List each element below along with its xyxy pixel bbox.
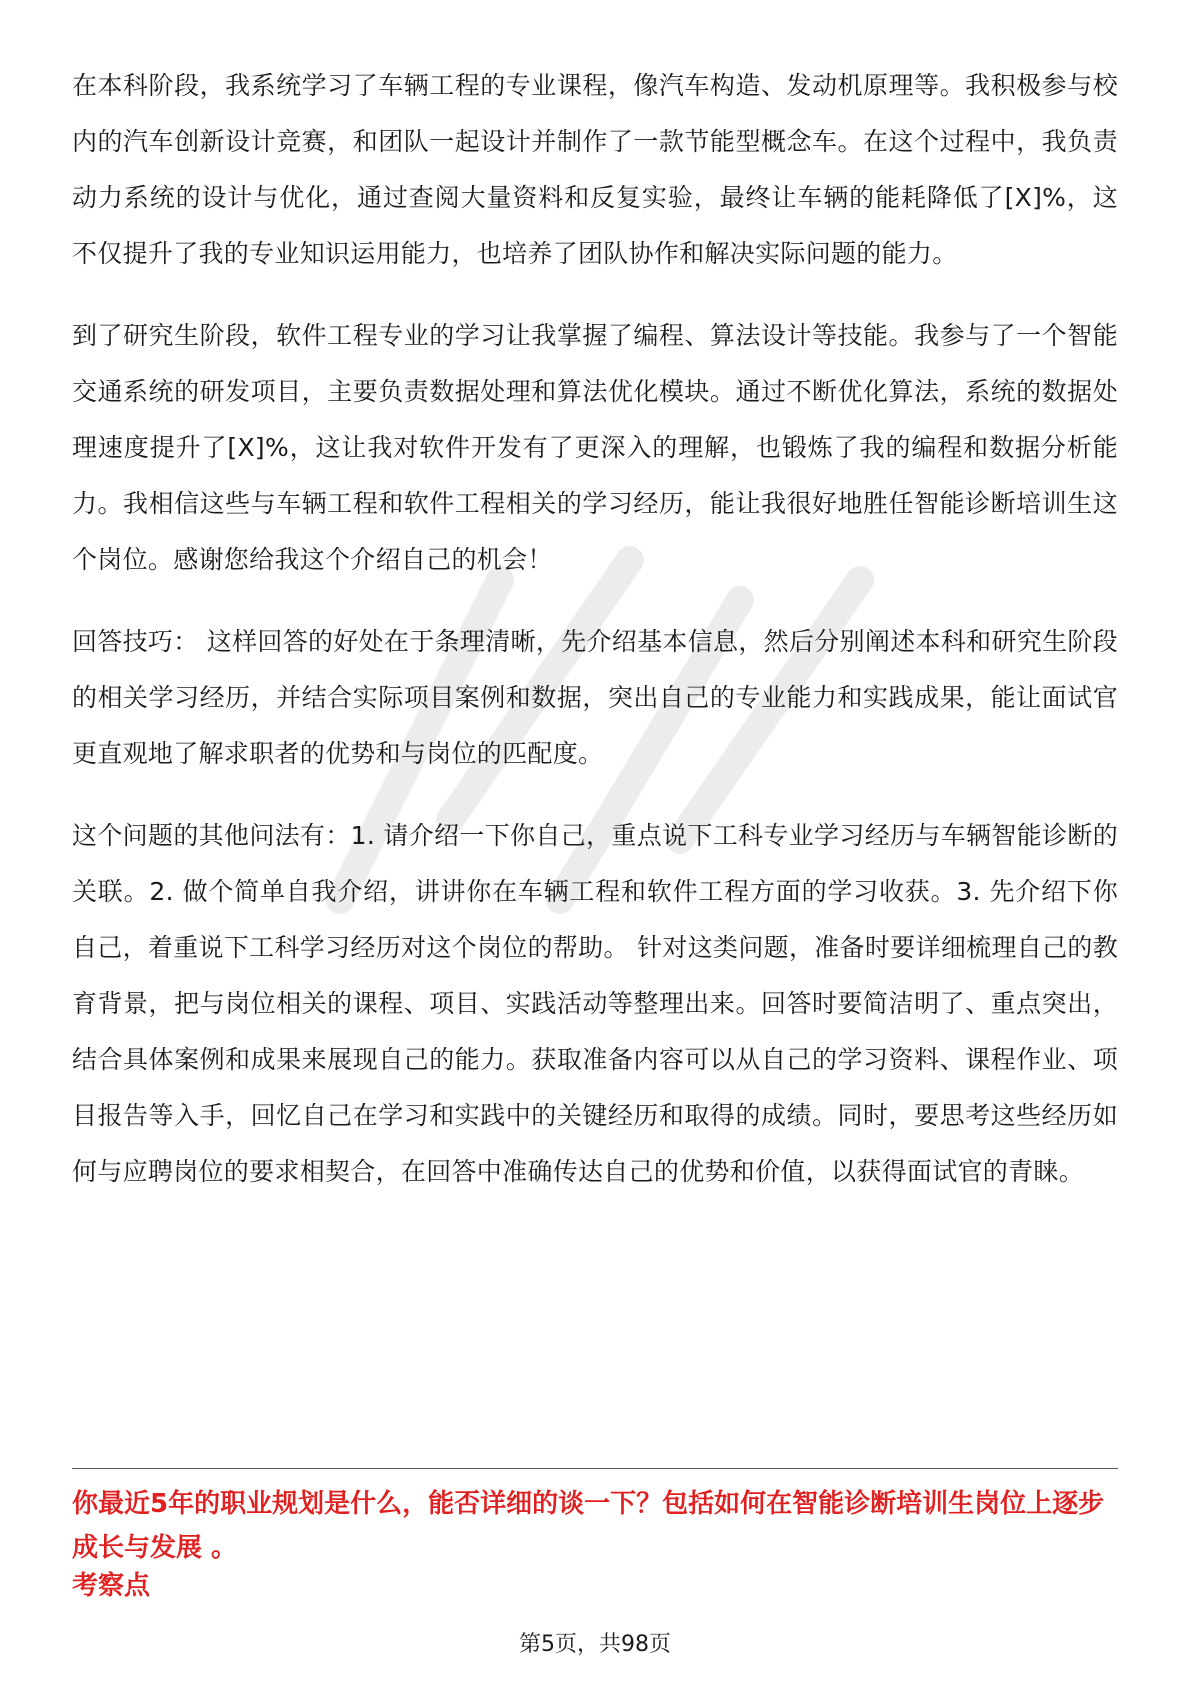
paragraph-answer-tips: 回答技巧： 这样回答的好处在于条理清晰，先介绍基本信息，然后分别阐述本科和研究生阶段的相关学习经历，并结合实际项目案例和数据，突出自己的专业能力和实践成果，能让面试官更直观地了解求职者的优势和与岗位的匹配度。 [72,627,1118,768]
next-question-heading: 你最近5年的职业规划是什么，能否详细的谈一下？包括如何在智能诊断培训生岗位上逐步成长与发展 。 [72,1489,1105,1563]
paragraph-other-phrasings: 这个问题的其他问法有：1. 请介绍一下你自己，重点说下工科专业学习经历与车辆智能诊断的关联。2. 做个简单自我介绍，讲讲你在车辆工程和软件工程方面的学习收获。3. 先介绍下你自己，着重说下工科学习经历对这个岗位的帮助。 针对这类问题，准备时要详细梳理自己的教育背景，把与岗位相关的课程、项目、实践活动等整理出来。回答时要简洁明了、重点突出，结合具体案例和成果来展现自己的能力。获取准备内容可以从自己的学习资料、课程作业、项目报告等入手，回忆自己在学习和实践中的关键经历和取得的成绩。同时，要思考这些经历如何与应聘岗位的要求相契合，在回答中准确传达自己的优势和价值，以获得面试官的青睐。 [72,821,1118,1186]
document-body [72,58,1118,1226]
section-label-key-points: 考察点 [72,1571,151,1601]
paragraph-undergraduate: 在本科阶段，我系统学习了车辆工程的专业课程，像汽车构造、发动机原理等。我积极参与校内的汽车创新设计竞赛，和团队一起设计并制作了一款节能型概念车。在这个过程中，我负责动力系统的设计与优化，通过查阅大量资料和反复实验，最终让车辆的能耗降低了[X]%，这不仅提升了我的专业知识运用能力，也培养了团队协作和解决实际问题的能力。 [72,71,1118,268]
section-divider [72,1468,1118,1469]
paragraph-graduate: 到了研究生阶段，软件工程专业的学习让我掌握了编程、算法设计等技能。我参与了一个智能交通系统的研发项目，主要负责数据处理和算法优化模块。通过不断优化算法，系统的数据处理速度提升了[X]%，这让我对软件开发有了更深入的理解，也锻炼了我的编程和数据分析能力。我相信这些与车辆工程和软件工程相关的学习经历，能让我很好地胜任智能诊断培训生这个岗位。感谢您给我这个介绍自己的机会！ [72,321,1118,574]
page-footer: 第5页，共98页 [519,1632,671,1657]
